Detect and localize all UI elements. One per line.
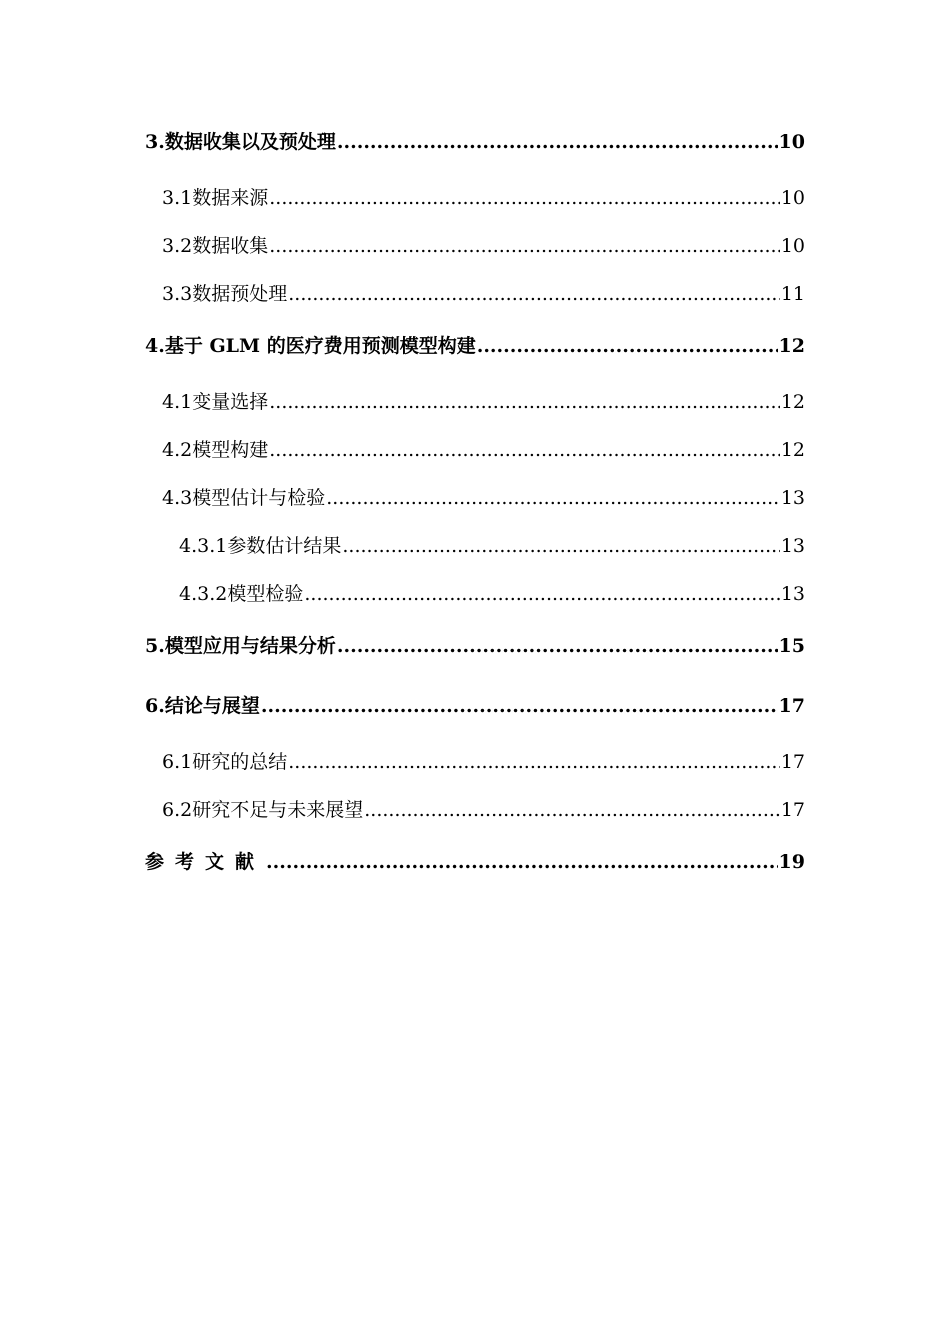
toc-leader: [477, 335, 778, 357]
toc-leader: [266, 851, 778, 873]
toc-page-number: 19: [778, 851, 805, 873]
toc-leader: [364, 799, 780, 821]
toc-leader: [342, 535, 779, 557]
toc-page-number: 12: [778, 335, 805, 357]
toc-leader: [269, 391, 780, 413]
toc-entry-references[interactable]: [145, 847, 805, 874]
toc-leader: [337, 635, 778, 657]
toc-title: 数据预处理: [192, 283, 288, 305]
toc-entry-6-1[interactable]: [162, 747, 805, 774]
toc-page-number: 17: [780, 799, 805, 821]
toc-title: 研究不足与未来展望: [192, 799, 364, 821]
toc-page-number: 10: [780, 235, 805, 257]
toc-page-number: 12: [780, 439, 805, 461]
toc-page-number: 10: [778, 131, 805, 153]
toc-leader: [269, 439, 780, 461]
toc-page-number: 17: [778, 695, 805, 717]
toc-title: 研究的总结: [192, 751, 288, 773]
toc-entry-4-1[interactable]: [162, 387, 805, 414]
toc-title: 数据来源: [192, 187, 269, 209]
toc-number: 4.3.1: [179, 535, 228, 557]
toc-entry-4-3-1[interactable]: [179, 531, 805, 558]
toc-leader: [326, 487, 780, 509]
toc-number: 4.3: [162, 487, 193, 509]
toc-number: 5.: [145, 635, 165, 657]
toc-number: 4.3.2: [179, 583, 228, 605]
toc-entry-6-2[interactable]: [162, 795, 805, 822]
toc-entry-3[interactable]: [145, 127, 805, 154]
toc-leader: [269, 235, 780, 257]
toc-title: 基于 GLM 的医疗费用预测模型构建: [164, 335, 476, 357]
toc-leader: [288, 751, 780, 773]
toc-title: 模型估计与检验: [192, 487, 326, 509]
toc-number: 6.1: [162, 751, 193, 773]
toc-leader: [304, 583, 779, 605]
toc-entry-3-1[interactable]: [162, 183, 805, 210]
toc-number: 4.1: [162, 391, 193, 413]
toc-page-number: 11: [780, 283, 805, 305]
toc-title: 模型构建: [192, 439, 269, 461]
toc-title: 数据收集以及预处理: [164, 131, 336, 153]
toc-page-number: 17: [780, 751, 805, 773]
toc-title: 参考文献: [145, 851, 266, 873]
toc-page-number: 12: [780, 391, 805, 413]
toc-entry-4[interactable]: [145, 331, 805, 358]
toc-page-number: 13: [780, 583, 805, 605]
toc-leader: [288, 283, 780, 305]
toc-page-number: 10: [780, 187, 805, 209]
toc-number: 6.2: [162, 799, 193, 821]
toc-title: 数据收集: [192, 235, 269, 257]
toc-number: 3.3: [162, 283, 193, 305]
toc-entry-4-2[interactable]: [162, 435, 805, 462]
toc-leader: [269, 187, 780, 209]
toc-title: 结论与展望: [164, 695, 260, 717]
toc-number: 3.: [145, 131, 165, 153]
toc-entry-4-3-2[interactable]: [179, 579, 805, 606]
toc-number: 3.2: [162, 235, 193, 257]
toc-title: 模型检验: [227, 583, 304, 605]
toc-page-number: 13: [780, 487, 805, 509]
toc-number: 3.1: [162, 187, 193, 209]
toc-title: 变量选择: [192, 391, 269, 413]
toc-title: 模型应用与结果分析: [164, 635, 336, 657]
toc-number: 4.2: [162, 439, 193, 461]
toc-leader: [261, 695, 778, 717]
toc-entry-4-3[interactable]: [162, 483, 805, 510]
toc-number: 4.: [145, 335, 165, 357]
toc-page-number: 13: [780, 535, 805, 557]
toc-entry-3-2[interactable]: [162, 231, 805, 258]
toc-title: 参数估计结果: [227, 535, 342, 557]
toc-page-number: 15: [778, 635, 805, 657]
toc-entry-3-3[interactable]: [162, 279, 805, 306]
toc-number: 6.: [145, 695, 165, 717]
toc-entry-5[interactable]: [145, 631, 805, 658]
toc-leader: [337, 131, 778, 153]
toc-entry-6[interactable]: [145, 691, 805, 718]
